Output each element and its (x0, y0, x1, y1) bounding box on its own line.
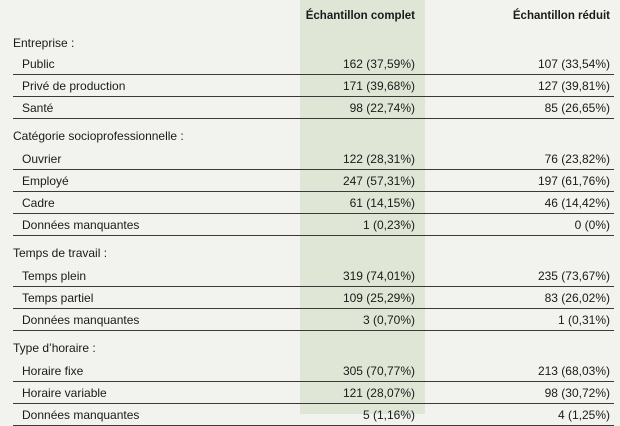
row-label: Employé (22, 174, 69, 188)
section-heading-row (0, 236, 620, 265)
reduced-sample-value: 213 (68,03%) (537, 364, 610, 378)
full-sample-value: 305 (70,77%) (342, 364, 415, 378)
full-sample-value: 319 (74,01%) (342, 269, 415, 283)
table-row (0, 97, 620, 119)
reduced-sample-value: 197 (61,76%) (537, 174, 610, 188)
full-sample-value: 171 (39,68%) (342, 79, 415, 93)
reduced-sample-value: 83 (26,02%) (544, 291, 610, 305)
table-row (0, 170, 620, 192)
header-reduced-sample: Échantillon réduit (512, 9, 610, 22)
table-row (0, 382, 620, 404)
row-label: Horaire variable (22, 386, 107, 400)
row-divider (13, 286, 614, 287)
full-sample-value: 247 (57,31%) (342, 174, 415, 188)
full-sample-value: 121 (28,07%) (342, 386, 415, 400)
full-sample-value: 122 (28,31%) (342, 152, 415, 166)
reduced-sample-value: 98 (30,72%) (544, 386, 610, 400)
row-label: Données manquantes (22, 313, 140, 327)
row-label: Ouvrier (22, 152, 62, 166)
row-label: Horaire fixe (22, 364, 84, 378)
row-divider (13, 330, 614, 331)
table-row (0, 148, 620, 170)
row-label: Privé de production (22, 79, 126, 93)
reduced-sample-value: 0 (0%) (574, 218, 610, 232)
full-sample-value: 1 (0,23%) (362, 218, 415, 232)
reduced-sample-value: 235 (73,67%) (537, 269, 610, 283)
row-divider (13, 118, 614, 119)
table-row (0, 265, 620, 287)
row-label: Public (22, 57, 55, 71)
header-row (0, 0, 620, 33)
table-row (0, 75, 620, 97)
section-title: Temps de travail : (13, 245, 108, 260)
row-divider (13, 308, 614, 309)
reduced-sample-value: 46 (14,42%) (544, 196, 610, 210)
row-divider (13, 74, 614, 75)
row-divider (13, 213, 614, 214)
row-divider (13, 96, 614, 97)
header-blank (0, 0, 300, 33)
reduced-sample-value: 76 (23,82%) (544, 152, 610, 166)
section-title: Type d’horaire : (13, 340, 96, 355)
row-divider (13, 191, 614, 192)
reduced-sample-value: 4 (1,25%) (557, 408, 610, 422)
row-divider (13, 235, 614, 236)
table-row (0, 287, 620, 309)
reduced-sample-value: 107 (33,54%) (537, 57, 610, 71)
full-sample-value: 5 (1,16%) (362, 408, 415, 422)
row-divider (13, 403, 614, 404)
row-divider (13, 169, 614, 170)
table-row (0, 214, 620, 236)
table-row (0, 404, 620, 426)
table-row (0, 360, 620, 382)
full-sample-value: 109 (25,29%) (342, 291, 415, 305)
section-heading-row (0, 331, 620, 360)
reduced-sample-value: 127 (39,81%) (537, 79, 610, 93)
full-sample-value: 162 (37,59%) (342, 57, 415, 71)
table-row (0, 309, 620, 331)
table-row (0, 192, 620, 214)
section-title: Catégorie socioprofessionnelle : (13, 128, 184, 143)
row-label: Temps plein (22, 269, 87, 283)
full-sample-value: 3 (0,70%) (362, 313, 415, 327)
section-title: Entreprise : (13, 36, 75, 50)
full-sample-value: 98 (22,74%) (349, 101, 415, 115)
reduced-sample-value: 1 (0,31%) (557, 313, 610, 327)
reduced-sample-value: 85 (26,65%) (544, 101, 610, 115)
section-heading-row (0, 119, 620, 148)
section-heading-row (0, 33, 620, 53)
row-label: Santé (22, 101, 54, 115)
row-label: Données manquantes (22, 408, 140, 422)
full-sample-value: 61 (14,15%) (349, 196, 415, 210)
row-label: Temps partiel (22, 291, 94, 305)
row-divider (13, 381, 614, 382)
row-label: Cadre (22, 196, 55, 210)
row-label: Données manquantes (22, 218, 140, 232)
header-full-sample: Échantillon complet (305, 9, 415, 22)
table-row (0, 53, 620, 75)
